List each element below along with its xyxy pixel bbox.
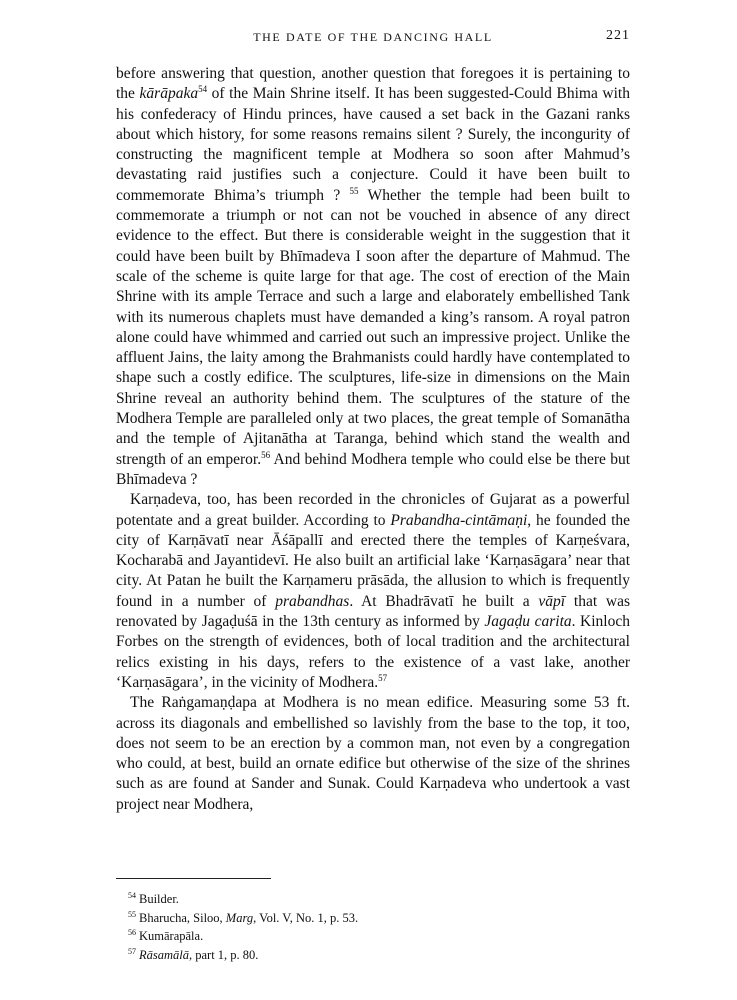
term-prabandhas: prabandhas — [275, 592, 350, 610]
paragraph-1-text-b: of the Main Shrine itself. It has been suggested-Could Bhima with his confederacy of Hindu princes, have caused a set back in the Gazani ranks about which history, for some reasons remains silent ? Surely, the incongurity of constructing the magnificent temple at Modhera so soon after Mahmud’s devastating raid justifies such a conjecture. Could it have been built to commemorate Bhima’s triumph ? — [116, 85, 630, 204]
paragraph-2 — [116, 490, 630, 693]
footnote-ref-57: 57 — [378, 672, 388, 683]
paragraph-3-text: The Raṅgamaṇḍapa at Modhera is no mean edifice. Measuring some 53 ft. across its diagonals and embellished so lavishly from the base to the top, it too, does not seem to be an erection by a common man, not even by a congregation who could, at best, build an ornate edifice but otherwise of the size of the shrines such as are found at Sander and Sunak. Could Karṇadeva who undertook a vast project near Modhera, — [116, 694, 630, 813]
footnote-citation: , Vol. V, No. 1, p. 53. — [253, 910, 359, 925]
paragraph-1-text-c: Whether the temple had been built to commemorate a triumph or not can not be vouched in absence of any direct evidence to the effect. But there is considerable weight in the suggestion that it could have been built by Bhīmadeva I soon after the departure of Mahmud. The scale of the scheme is quite large for that age. The cost of erection of the Main Shrine with its ample Terrace and such a large and elaborately embellished Tank with its numerous chaplets must have demanded a king’s ransom. A royal patron alone could have whimmed and carried out such an impressive project. Unlike the affluent Jains, the laity among the Brahmanists could hardly have contemplated to shape such a costly edifice. The sculptures, life-size in dimensions on the Main Shrine reveal an authority behind them. The sculptures of the stature of the Modhera Temple are paralleled only at two places, the great temple of Somanātha and the temple of Ajitanātha at Taranga, behind which stand the wealth and strength of an emperor. — [116, 186, 630, 468]
footnote-57 — [128, 946, 628, 965]
footnote-journal-title: Marg — [225, 910, 254, 925]
footnote-ref-56: 56 — [261, 449, 271, 460]
footnotes — [128, 890, 628, 964]
footnote-ref-55: 55 — [349, 185, 359, 196]
footnote-54 — [128, 890, 628, 909]
term-karapaka: kārāpaka — [139, 85, 199, 103]
term-vapi: vāpī — [538, 592, 566, 610]
paragraph-1 — [116, 64, 630, 490]
title-jagadu-carita: Jagaḍu carita — [484, 613, 572, 631]
footnote-ref-54: 54 — [198, 84, 208, 95]
footnote-number: 55 — [128, 909, 136, 919]
footnote-text: Builder. — [139, 892, 179, 906]
paragraph-2-text-c: . At Bhadrāvatī he built a — [349, 592, 539, 610]
footnote-number: 57 — [128, 946, 136, 956]
page-number: 221 — [606, 28, 630, 43]
footnote-number: 56 — [128, 928, 136, 937]
footnote-56 — [128, 927, 628, 946]
running-title: THE DATE OF THE DANCING HALL — [253, 30, 493, 44]
title-prabandha-cintamani: Prabandha-cintāmaṇi — [390, 511, 528, 529]
paragraph-1-text-d: And behind Modhera temple who could else be there but Bhīmadeva ? — [116, 450, 630, 488]
paragraph-2-text-e: . Kinloch Forbes on the strength of evidences, both of local tradition and the architectural relics existing in his days, refers to the existence of a vast lake, another ‘Karṇasāgara’, in the vicinity of Modhera. — [116, 613, 630, 691]
running-header — [116, 28, 630, 46]
footnote-book-title: Rāsamālā — [139, 947, 189, 962]
body-text — [116, 64, 630, 815]
paragraph-2-text-b: , he founded the city of Karṇāvatī near Āśāpallī and erected there the temples of Karṇeśvara, Kocharabā and Jayantidevī. He also built an artificial lake ‘Karṇasāgara’ near that city. At Patan he built the Karṇameru prāsāda, the allusion to which is frequently found in a number of — [116, 511, 631, 610]
footnote-55 — [128, 909, 628, 928]
footnote-divider — [116, 878, 271, 879]
footnote-text: Bharucha, Siloo, — [139, 910, 226, 925]
footnote-citation: , part 1, p. 80. — [189, 947, 259, 962]
footnote-number: 54 — [128, 891, 136, 900]
paragraph-1-text-a: before answering that question, another question that foregoes it is pertaining to the — [116, 65, 630, 103]
paragraph-2-text-d: that was renovated by Jagaḍuśā in the 13th century as informed by — [116, 592, 631, 631]
footnote-text: Kumārapāla. — [139, 929, 204, 943]
paragraph-3 — [116, 693, 630, 815]
paragraph-2-text-a: Karṇadeva, too, has been recorded in the chronicles of Gujarat as a powerful potentate and a great builder. According to — [116, 491, 630, 529]
